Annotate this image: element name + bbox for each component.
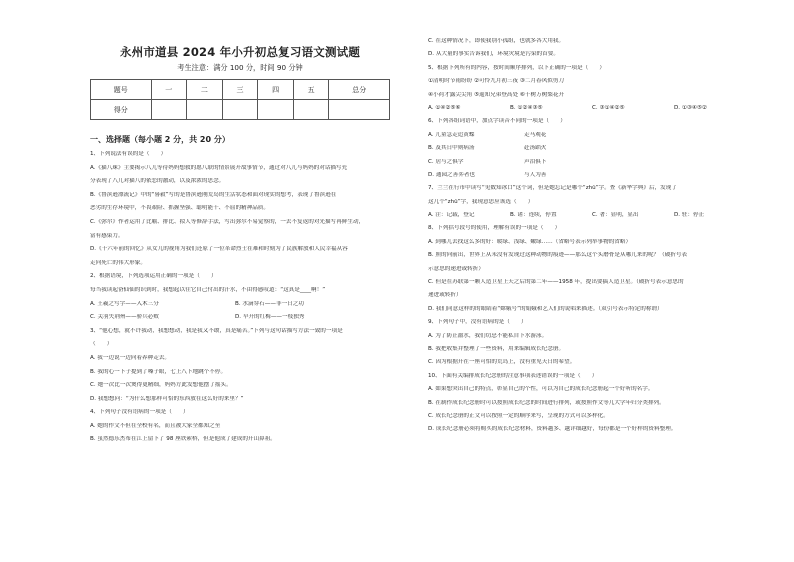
question-line: 恶劣的生存环境中，不畏艰险、抓握坚强、聪明能干、不屈的精神品质。 <box>90 205 270 212</box>
question-line: 2、根据语境，下列选项运用正确的一项是（ ） <box>90 273 217 280</box>
option-b: B. 诸：连续，停置 <box>510 212 557 219</box>
question-line: B.《鲁滨逊漂流记》中的“晷毅”写的是鲁滨逊刚荒岛的生活状态和面对现实的想考，表现了鲁滨逊在 <box>90 191 337 198</box>
question-line: 1、下列说法有误的是（ ） <box>90 151 167 157</box>
question-line: 4、下列句子没有语病的一项是（ ） <box>90 409 189 416</box>
option-row <box>428 132 758 139</box>
option-a: A. 为了防止溺水，我们切忌不能私自下水游泳。 <box>428 332 548 339</box>
option-a: A. 如果想突出自己的特点，彰显自己的个性，可以为自己的成长纪念册起一个好听的名字。 <box>428 386 654 393</box>
option-b: B. 我的心一下子提到了嗓子眼，七上八下地跳个不停。 <box>90 368 227 375</box>
option-row <box>428 172 758 179</box>
option-c: C. 居与之俱学 <box>428 158 464 165</box>
option-row <box>90 314 390 321</box>
option-b: B. 我把收集并整理了一些资料，用来编辑成长纪念册。 <box>428 345 565 352</box>
question-line: 10、下面有关编排成长纪念册的注意事项表述错误的一项是（ ） <box>428 372 598 379</box>
score-input-cell[interactable] <box>222 100 258 120</box>
question-line: 走向死亡的伟大形象。 <box>90 259 146 266</box>
score-cell: 题号 <box>91 80 152 100</box>
poem-line: ④小荷才露尖尖角 ⑤遥知兄弟登高处 ⑥千树万树梨花开 <box>428 91 565 98</box>
question-line: A.《猫八珠》主要揭示八儿等待妈妈想救的愿八联的情景展开故事情节，通过对八儿与妈妈的对话描写充 <box>90 164 348 171</box>
option-b: B. 及其日中则病汤 <box>428 145 475 152</box>
option-d: D. 驻：停止 <box>674 212 705 219</box>
question-line: D.《十六年前的回忆》从女儿的视角为我们还原了一位革命烈士在难和时刻为了民族解放和人民幸福从容 <box>90 246 348 253</box>
option-b: B. 虽然德乐杰布在江上留下了 98 座铁索桥，但是他成了建成的开山鼻祖。 <box>90 436 276 443</box>
exam-note: 考生注意：满分 100 分，时间 90 分钟 <box>177 63 303 72</box>
option-a-word: 走马观花 <box>524 131 547 138</box>
option-c: C. 因为根据开在一座可怕的荒岛上，没有重见天日的希望。 <box>428 359 576 366</box>
question-line: 这几个“zhǔ”字，我现意思应该选（ ） <box>428 198 534 205</box>
score-input-cell[interactable] <box>258 100 294 120</box>
option-a: A. ①④②⑤⑥ <box>428 104 461 111</box>
option-row <box>428 145 758 152</box>
option-b: B. 照的向前出，世界上从未没有发现过这种动物的痕迹——那么这个头磨骨是从哪儿来的呢？（破折号表 <box>428 252 688 259</box>
score-table-score-row <box>91 100 390 120</box>
option-row <box>90 301 390 308</box>
question-line: （ ） <box>90 341 113 348</box>
option-a: A. 她的作文不但在全校有名，而且被大家全都知之至 <box>90 422 221 429</box>
option-c: C. 关羽失荆州——骄兵必败 <box>90 314 159 321</box>
option-row <box>428 159 758 166</box>
score-input-cell[interactable] <box>293 100 329 120</box>
score-cell: 三 <box>222 80 258 100</box>
option-row <box>428 212 758 219</box>
option-b-cont: 示意思的递进或转折） <box>428 265 484 272</box>
option-c: C. 但是在苏联第一颗人造卫星上天之后的第二年——1958 年，提出要搞人造卫星。（破折号表示意思的 <box>428 279 684 286</box>
question-line: C.《弥尔》作者运用了比喻、排比、拟人等修辞手法，写出弥尔不易觉察的，一去不复返的对光描写再鲜生动， <box>90 218 365 225</box>
question-line: 富有感染力。 <box>90 232 124 239</box>
right-column <box>428 38 758 440</box>
option-c: C. 成长纪念册的正文可以按照一定的顺序来写，呈现的方式可以多样化。 <box>428 412 609 419</box>
question-line: 6、下列各组词语中，加点字读音不同的一项是（ ） <box>428 118 566 125</box>
score-input-cell[interactable] <box>151 100 187 120</box>
section-heading: 一、选择题（每小题 2 分，共 20 分） <box>90 135 230 144</box>
option-c: C. ③①④②⑤ <box>592 104 625 111</box>
question-line: 8、下列括号段号的使用，理解有误的一项是（ ） <box>428 225 561 232</box>
question-line: 分表现了八儿对猫八的依恋的激动，以及浓浓的思念。 <box>90 178 225 185</box>
score-table-header-row <box>91 80 390 100</box>
poem-line: ①清明时节雨纷纷 ②可怜九月初三夜 ③二月春风似剪刀 <box>428 78 565 85</box>
option-a: A. 到哪儿去找这么多的好：暖绿、浅绿、嫩绿……（省略号表示列举事物的省略） <box>428 238 632 245</box>
score-cell: 五 <box>293 80 329 100</box>
option-c: C. 在这种情况下，即使我别小孤组，也就多各大用我。 <box>428 38 565 44</box>
score-table <box>90 79 390 120</box>
option-d: D. 早开的红梅——一枝独秀 <box>235 314 305 321</box>
option-a: A. 王羲之写字——入木三分 <box>90 300 159 307</box>
option-b-word: 赴汤蹈火 <box>524 145 547 152</box>
score-input-cell[interactable] <box>187 100 223 120</box>
option-c: C. 她一次比一次煲得更精细，妈妈方此发想他摆了摇头。 <box>90 382 232 389</box>
question-line: 7、兰兰在行市中读写“见数知冰口”这个词，但是她忘记是哪个“zhǔ”字。查《新华字典》后，发现了 <box>428 185 677 192</box>
option-d: D. 成长纪念册必须将购买的成长纪念材料，资料越多、越详细越好，每份都是一个好样的资料整理。 <box>428 426 677 433</box>
option-a: A. 注：记载，登记 <box>428 212 475 219</box>
option-a: A. 儿童急走追黄蝶 <box>428 131 475 138</box>
option-d: D. ①③④⑤② <box>674 104 707 111</box>
question-line: 3、“他心想，就不许我动，我想想动，我是我又不敢，真是痛苦。”下列与这句话描写方法一致的一项是 <box>90 327 343 334</box>
score-input-cell[interactable] <box>329 100 390 120</box>
score-cell: 总分 <box>329 80 390 100</box>
exam-title: 永州市道县 2024 年小升初总复习语文测试题 <box>119 45 361 59</box>
option-b: B. ①②④③⑤ <box>510 104 543 111</box>
score-cell: 一 <box>151 80 187 100</box>
option-b: B. 水滴穿石——非一日之功 <box>235 300 304 307</box>
option-c-word: 声泪俱下 <box>524 158 547 165</box>
score-cell: 得分 <box>91 100 152 120</box>
score-cell: 四 <box>258 80 294 100</box>
option-c: C. 著：显明，显出 <box>592 212 639 219</box>
question-line: 每当我读起奋仙仙的识到时，我想起以往它自己付出的汗水，不由得感叹道：“这真是____啊！” <box>90 286 326 293</box>
option-d: D. 从大量的事实告诉我们，环境灾境是污染的首要。 <box>428 51 559 58</box>
option-d: D. 我们同意这样的的眼睛着“嫦娥号”的娟娥和艺人们的说唱来描述。（双引号表示特定的称谓） <box>428 305 663 312</box>
option-row <box>428 105 758 112</box>
question-line: 9、下列句子中，没有语病的是（ ） <box>428 319 527 326</box>
option-d: D. 我想想问：“为什么想那样可恰的东西放在这么好的来里？” <box>90 395 244 402</box>
option-c-cont: 递进或转折） <box>428 292 462 299</box>
question-line: 5、根据下列所有的内容，按时间顺序排列，以下正确的一项是（ ） <box>428 64 605 71</box>
left-column <box>90 38 390 450</box>
option-a: A. 我一边说一边向着养种走去。 <box>90 354 171 361</box>
option-b: B. 在制作成长纪念册时可以按照成长纪念的时间进行排列，或按照作文等几大学年归分类排列。 <box>428 399 665 406</box>
option-d-word: 与人为善 <box>524 171 547 178</box>
score-cell: 二 <box>187 80 223 100</box>
option-d: D. 通园之善弈者也 <box>428 171 476 178</box>
